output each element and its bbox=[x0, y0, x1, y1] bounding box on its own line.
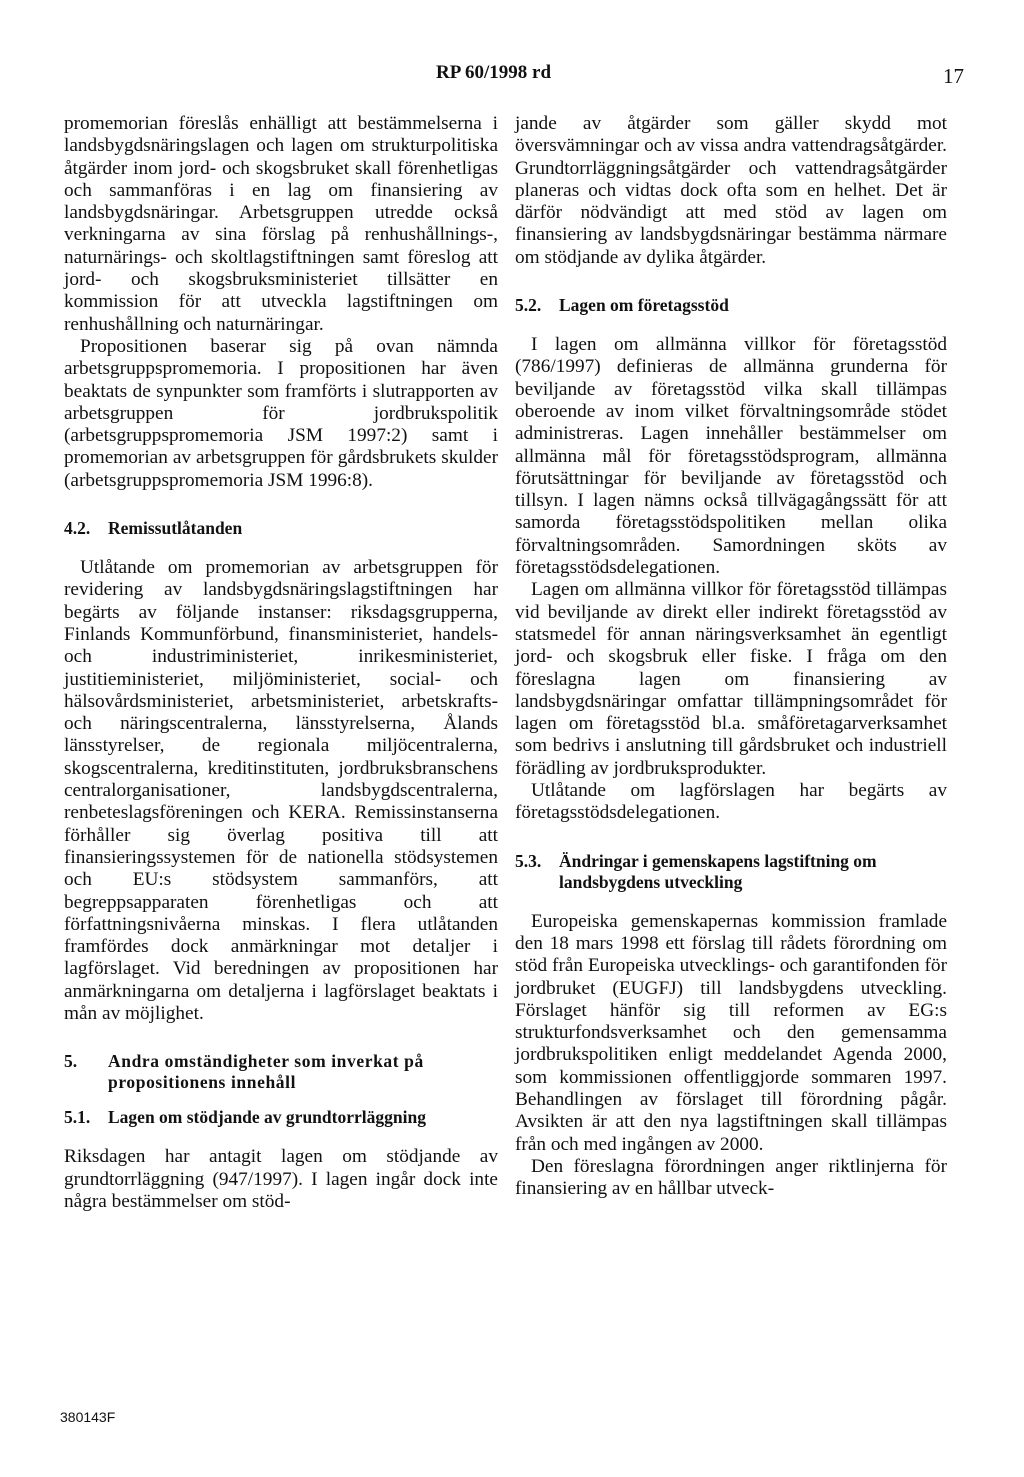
paragraph: Utlåtande om lagförslagen har begärts av företagsstödsdelegationen. bbox=[515, 780, 947, 824]
page-header bbox=[0, 62, 1024, 92]
paragraph: promemorian föreslås enhälligt att bestämmelserna i landsbygdsnäringslagen och lagen om strukturpolitiska åtgärder inom jord- och skogsbruket skall förenhetligas och sammanföras i en lag om finansiering av landsbygdsnäringar. Arbetsgruppen utredde också verkningarna av sina förslag på renhushållnings-, naturnärings- och skoltlagstiftningen samt föreslog att jord- och skogsbruksministeriet tillsätter en kommission för att utveckla lagstiftningen om renhushållning och naturnäringar. bbox=[64, 113, 498, 335]
left-column bbox=[64, 113, 498, 1213]
paragraph: Riksdagen har antagit lagen om stödjande av grundtorrläggning (947/1997). I lagen ingår dock inte några bestämmelser om stöd- bbox=[64, 1146, 498, 1212]
section-heading-5-1 bbox=[64, 1107, 498, 1128]
section-title: Lagen om stödjande av grundtorrläggning bbox=[108, 1107, 426, 1128]
document-reference: RP 60/1998 rd bbox=[436, 62, 552, 83]
section-number: 5.3. bbox=[515, 850, 542, 871]
paragraph: Utlåtande om promemorian av arbetsgruppen för revidering av landsbygdsnäringslagstiftningen har begärts av följande instanser: riksdagsgrupperna, Finlands Kommunförbund, finansministeriet, handels- och industriministeriet, inrikesministeriet, justitieministeriet, miljöministeriet, social- och hälsovårdsministeriet, arbetsministeriet, arbetskrafts- och näringscentralerna, länsstyrelserna, Ålands länsstyrelser, de regionala miljöcentralerna, skogscentralerna, kreditinstituten, jordbruksbranschens centralorganisationer, landsbygdscentralerna, renbeteslagsföreningen och KERA. Remissinstanserna förhåller sig överlag positiva till att finansieringssystemen för de nationella stödsystemen och EU:s stödsystem sammanförs, att begreppsapparaten förenhetligas och att författningsnivåerna minskas. I flera utlåtanden framfördes dock anmärkningar mot detaljer i lagförslaget. Vid beredningen av propositionen har anmärkningarna om detaljerna i lagförslaget beaktats i mån av möjlighet. bbox=[64, 557, 498, 1024]
section-number: 4.2. bbox=[64, 518, 91, 539]
paragraph: Den föreslagna förordningen anger riktlinjerna för finansiering av en hållbar utveck- bbox=[515, 1155, 947, 1200]
paragraph: Lagen om allmänna villkor för företagsstöd tillämpas vid beviljande av direkt eller indirekt företagsstöd av statsmedel för annan näringsverksamhet än egentligt jord- och skogsbruk eller fiske. I fråga om den föreslagna lagen om finansiering av landsbygdsnäringar omfattar tillämpningsområdet för lagen om företagsstöd bl.a. småföretagarverksamhet som bedrivs i anslutning till gårdsbruket och industriell förädling av jordbruksprodukter. bbox=[515, 579, 947, 779]
section-title: Andra omständigheter som inverkat på propositionens innehåll bbox=[108, 1051, 424, 1093]
paragraph: I lagen om allmänna villkor för företagsstöd (786/1997) definieras de allmänna grunderna för beviljande av företagsstöd vilka skall tillämpas oberoende av inom vilket förvaltningsområde stödet administreras. Lagen innehåller bestämmelser om allmänna mål för företagsstödsprogram, allmänna förutsättningar för beviljande av företagsstöd och tillsyn. I lagen nämns också tillvägagångssätt för att samorda företagsstödspolitiken mellan olika förvaltningsområden. Samordningen sköts av företagsstödsdelegationen. bbox=[515, 334, 947, 579]
page-number: 17 bbox=[943, 64, 964, 88]
section-heading-4-2 bbox=[64, 518, 498, 539]
section-heading-5-3 bbox=[515, 851, 947, 893]
section-number: 5.1. bbox=[64, 1107, 91, 1128]
paragraph: jande av åtgärder som gäller skydd mot översvämningar och av vissa andra vattendragsåtgärder. Grundtorrläggningsåtgärder och vattendragsåtgärder planeras och vidtas dock ofta som en helhet. Det är därför nödvändigt att med stöd av lagen om finansiering av landsbygdsnäringar bestämma närmare om stödjande av dylika åtgärder. bbox=[515, 113, 947, 268]
section-number: 5. bbox=[64, 1051, 78, 1072]
section-heading-5-2 bbox=[515, 295, 947, 316]
paragraph: Propositionen baserar sig på ovan nämnda arbetsgruppspromemoria. I propositionen har även beaktats de synpunkter som framförts i slutrapporten av arbetsgruppen för jordbrukspolitik (arbetsgruppspromemoria JSM 1997:2) samt i promemorian av arbetsgruppen för gårdsbrukets skulder (arbetsgruppspromemoria JSM 1996:8). bbox=[64, 335, 498, 491]
section-title: Remissutlåtanden bbox=[108, 518, 243, 539]
paragraph: Europeiska gemenskapernas kommission framlade den 18 mars 1998 ett förslag till rådets förordning om stöd från Europeiska utvecklings- och garantifonden för jordbruket (EUGFJ) till landsbygdens utveckling. Förslaget hänför sig till reformen av EG:s strukturfondsverksamhet och den gemensamma jordbrukspolitiken enligt meddelandet Agenda 2000, som kommissionen offentliggjorde sommaren 1997. Behandlingen av förslaget till förordning pågår. Avsikten är att den nya lagstiftningen skall tillämpas från och med ingången av 2000. bbox=[515, 910, 947, 1155]
section-number: 5.2. bbox=[515, 295, 542, 316]
section-title: Lagen om företagsstöd bbox=[559, 295, 729, 316]
section-title: Ändringar i gemenskapens lagstiftning om landsbygdens utveckling bbox=[559, 850, 877, 892]
right-column bbox=[515, 113, 947, 1200]
print-code: 380143F bbox=[60, 1409, 116, 1425]
section-heading-5 bbox=[64, 1051, 498, 1093]
